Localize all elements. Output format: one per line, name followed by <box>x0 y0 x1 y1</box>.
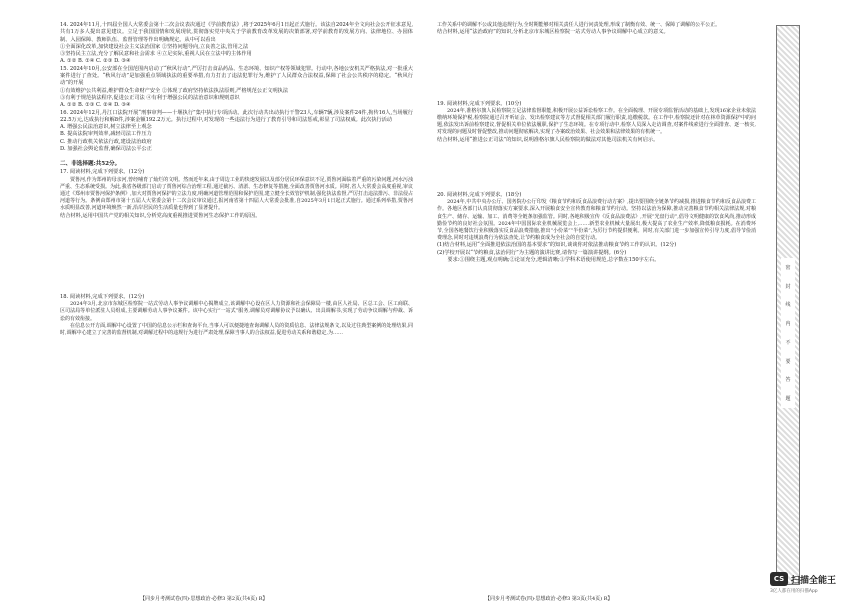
q17-ask: 结合材料,运用中国共产党的相关知识,分析党高度重视推进贾鲁河生态保护工作的原因。 <box>60 212 261 219</box>
q14-opt1: ①全面深化改革,加快建设社会主义法治国家 <box>60 43 161 50</box>
q20-requirements: 要求:①围绕主题,观点明确;②论证充分,逻辑清晰;③学科术语使用规范,总字数在150字左右。 <box>447 257 660 264</box>
q16-optC: C. 推动行政机关依法行政,建设法治政府 <box>60 138 152 145</box>
q16-options <box>60 124 413 153</box>
q17-answer-space <box>60 220 413 294</box>
camscanner-watermark <box>770 572 836 586</box>
q15-opt4: ④有利于增强公民的法治意识和规则意识 <box>146 94 240 101</box>
q19-ask: 结合材料,运用“推进公正司法”的知识,说明准格尔旗人民检察院的做法对其他司法机关有何启示。 <box>437 136 659 143</box>
q15-opt2: ②体现了政府坚持依法执法原则,严格规范公正文明执法 <box>161 87 289 94</box>
q16-optB: B. 提高法院审判效率,减轻司法工作压力 <box>60 131 152 138</box>
q16-stem: 16. 2024年12月,丹江口法院开展“刑事审判——十堰执行”集中执行专项活动。此次行动共出动执行干警23人,车辆7辆,涉及案件24件,拘传16人,当场履行22.5万元,达成执行和解8件,涉案金额192.2万元。执行过程中,对发现的一些违法行为进行了教育引导和司法惩戒,彰显了司法权威。此次执行活动 <box>60 109 413 123</box>
binding-strip <box>776 25 800 585</box>
camscanner-tagline: 3亿人都在用的扫描App <box>770 589 818 594</box>
q15-opt1: ①有效维护公共利益,维护群众生命财产安全 <box>60 87 161 94</box>
strip-char: 内 <box>785 321 791 328</box>
q20-ask-2: (2)学校开展以“节约粮食,法治同行”为主题的演讲比赛,请你写一篇演讲提纲。(6分) <box>437 249 627 256</box>
q18-stem: 18. 阅读材料,完成下列要求。(12分) <box>60 293 145 300</box>
q20-stem: 20. 阅读材料,完成下列要求。(18分) <box>437 191 522 198</box>
strip-char: 答 <box>785 377 791 384</box>
strip-char: 密 <box>785 264 791 271</box>
strip-char: 不 <box>785 339 791 346</box>
q14-opt4: ④立足实际,重视人民在立法中的主体作用 <box>156 51 252 58</box>
q14-opt2: ②坚持问题导向,立良善之法,管用之法 <box>161 43 249 50</box>
q20-ask-1: (1)结合材料,运用“全面推进依法治国的基本要求”的知识,谈谈你对依法推动粮食节约工作的认识。(12分) <box>437 242 677 249</box>
strip-char: 题 <box>785 396 791 403</box>
q14-options <box>60 44 413 66</box>
q19-stem: 19. 阅读材料,完成下列要求。(10分) <box>437 100 522 107</box>
camscanner-name: 扫描全能王 <box>791 575 837 586</box>
q15-choices: A. ①② B. ①③ C. ②④ D. ③④ <box>60 102 131 109</box>
q19-answer-space <box>437 144 756 192</box>
q20-material: 2024年,中共中央办公厅、国务院办公厅印发《粮食节约和反食品浪费行动方案》,提出要围绕全链条节约减损,推进粮食节约和反食品浪费工作。各地区各部门认真贯彻落实方案要求,深入开展粮食安全宣传教育和粮食节约行动。坚持以法治为保障,推动完善粮食节约相关法律法规,对粮食生产、储存、运输、加工、消费等全链条加强监管。同时,各地积极宣传《反食品浪费法》,开展“光盘行动”,倡导文明健康的饮食风尚,推动形成勤俭节约的良好社会氛围。2024年中国国际农业机械展览会上,……新型农业机械大量展出,极大提高了农业生产效率,降低粮食损耗。在消费环节,全国各地餐饮行业积极落实反食品浪费措施,推出“小份菜”“半份菜”,为厉行节约提供便利。同时,有关部门进一步加强宣传引导力度,倡导节俭消费理念,同时对违规浪费行为依法查处,让节约粮食成为全社会的自觉行动。 <box>437 199 756 242</box>
left-page <box>0 0 425 608</box>
q15-stem: 15. 2024年10月,公安部在全国范围内启动了“秋风行动”,严厉打击食品药品、生态环境、知识产权等领域犯罪。行动中,各地公安机关严格执法,对一批重大案件进行了查处。“秋风行动”是加强重点领域执法的重要举措,有力打击了违法犯罪行为,维护了人民群众合法权益,保障了社会公共秩序的稳定。“秋风行动”的开展 <box>60 65 413 87</box>
right-page <box>425 0 770 608</box>
q16-optA: A. 增强公民法治意识,树立法律至上观念 <box>60 124 152 131</box>
q18-material-cont: 工作关系中的调解不公或其他违规行为,全时期能够对相关责任人进行问责处理,形成了制衡有效、统一、保障了调解的公平公正。 <box>437 22 721 28</box>
left-page-footer: 【同步月考测试卷(四)·思想政治·必修3 第2页(共4页) R】 <box>140 596 268 602</box>
strip-char: 线 <box>785 302 791 309</box>
q15-opt3: ③有利于规范执法程序,促进公正司法 <box>60 94 145 101</box>
camscanner-logo-icon: CS <box>770 572 788 586</box>
q18-material-1: 2024年3月,北京市东城区检察院一站式劳动人事争议调解中心揭牌成立,该调解中心设在区人力资源和社会保障局一楼,由区人社局、区总工会、区工商联、区司法局等单位派驻人员组成,主要调解劳动人事争议案件。该中心实行“一站式”服务,调解员对调解协议予以确认、出具调解书,实现了劳动争议调解与仲裁、诉讼的有效衔接。 <box>60 301 413 322</box>
binding-strip-label <box>781 258 795 408</box>
q14-opt3: ③坚持民主立法,充分了解民意和社会需求 <box>60 51 156 58</box>
strip-char: 封 <box>785 283 791 290</box>
q17-material: 贾鲁河,作为郑州的母亲河,曾经哺育了灿烂的文明。然而近年来,由于周边工业的快速发展以及部分居民环保意识不足,贾鲁河面临着严重的污染问题,河水污浊严重、生态系统受损。为此,我省各级部门启动了贾鲁河综合治理工程,通过截污、清淤、生态修复等措施,全面改善贾鲁河水质。同时,省人大常委会高度重视,审议通过《郑州市贾鲁河保护条例》,加大对贾鲁河保护的立法力度,明确河道管理范围和保护范围,建立健全长效管护机制,强化执法监督,严厉打击违法排污、非法侵占河道等行为。条例由郑州市第十五届人大常委会第十二次会议审议通过,报河南省第十四届人大常委会批准,自2025年3月1日起正式施行。通过系列举措,贾鲁河水质明显改善,河道环境焕然一新,沿岸居民的生活质量也得到了显著提升。 <box>60 176 413 212</box>
q14-choices: A. ①② B. ①④ C. ②③ D. ③④ <box>60 58 131 65</box>
right-page-footer: 【同步月考测试卷(四)·思想政治·必修3 第3页(共4页) R】 <box>485 596 613 602</box>
strip-char: 要 <box>785 358 791 365</box>
q19-material: 2024年,准格尔旗人民检察院立足法律监督职能,积极开展公益诉讼检察工作。在全面梳理、开展专项监督活动的基础上,发现16家企业未依法缴纳环境保护税,检察院通过召开听证会、发出检察建议等方式督促相关部门履行职责,追缴税款。在工作中,检察院还针对在林草资源保护中的问题,依法发出诉前检察建议,督促相关单位依法履职,保护了生态环境。在专项行动中,检察人员深入走访调查,对案件线索进行全面排查、逐一核实,对发现的问题及时督促整改,推动问题彻底解决,实现了办案政治效果、社会效果和法律效果的有机统一。 <box>437 107 756 136</box>
section-2-heading: 二、非选择题:共52分。 <box>60 161 121 168</box>
q18-answer-space <box>437 37 756 101</box>
q16-optD: D. 加强社会舆论监督,确保司法公平公正 <box>60 146 152 153</box>
q17-stem: 17. 阅读材料,完成下列要求。(12分) <box>60 169 145 176</box>
q14-stem: 14. 2024年11月,十四届全国人大常委会第十二次会议表决通过《学前教育法》,将于2025年6月1日起正式施行。该法自2024年全文向社会公开征求意见,共有1万多人提出意见建议。立足于我国国情和发展现状,贯彻落实党中央关于学前教育改革发展的决策部署,对学前教育的发展方向、法律地位、办园体制、入园保障、教师队伍、监督管理等作出明确规定。从中可以看出 <box>60 22 413 43</box>
q18-material-2: 在信息公开方面,调解中心设置了中国的信息公示栏和查询平台,当事人可以便捷地查询调解人员的资质信息、法律法规条文,以及过往典型案例的处理结果,同时,调解中心建立了完善的监督机制,对调解过程中的违规行为进行严肃处理,保障当事人的合法权益,促进劳动关系和谐稳定,为…… <box>60 322 413 337</box>
q18-ask: 结合材料,运用“法治政府”的知识,分析北京市东城区检察院一站式劳动人事争议调解中心成立的意义。 <box>437 29 669 36</box>
q15-options <box>60 88 413 110</box>
